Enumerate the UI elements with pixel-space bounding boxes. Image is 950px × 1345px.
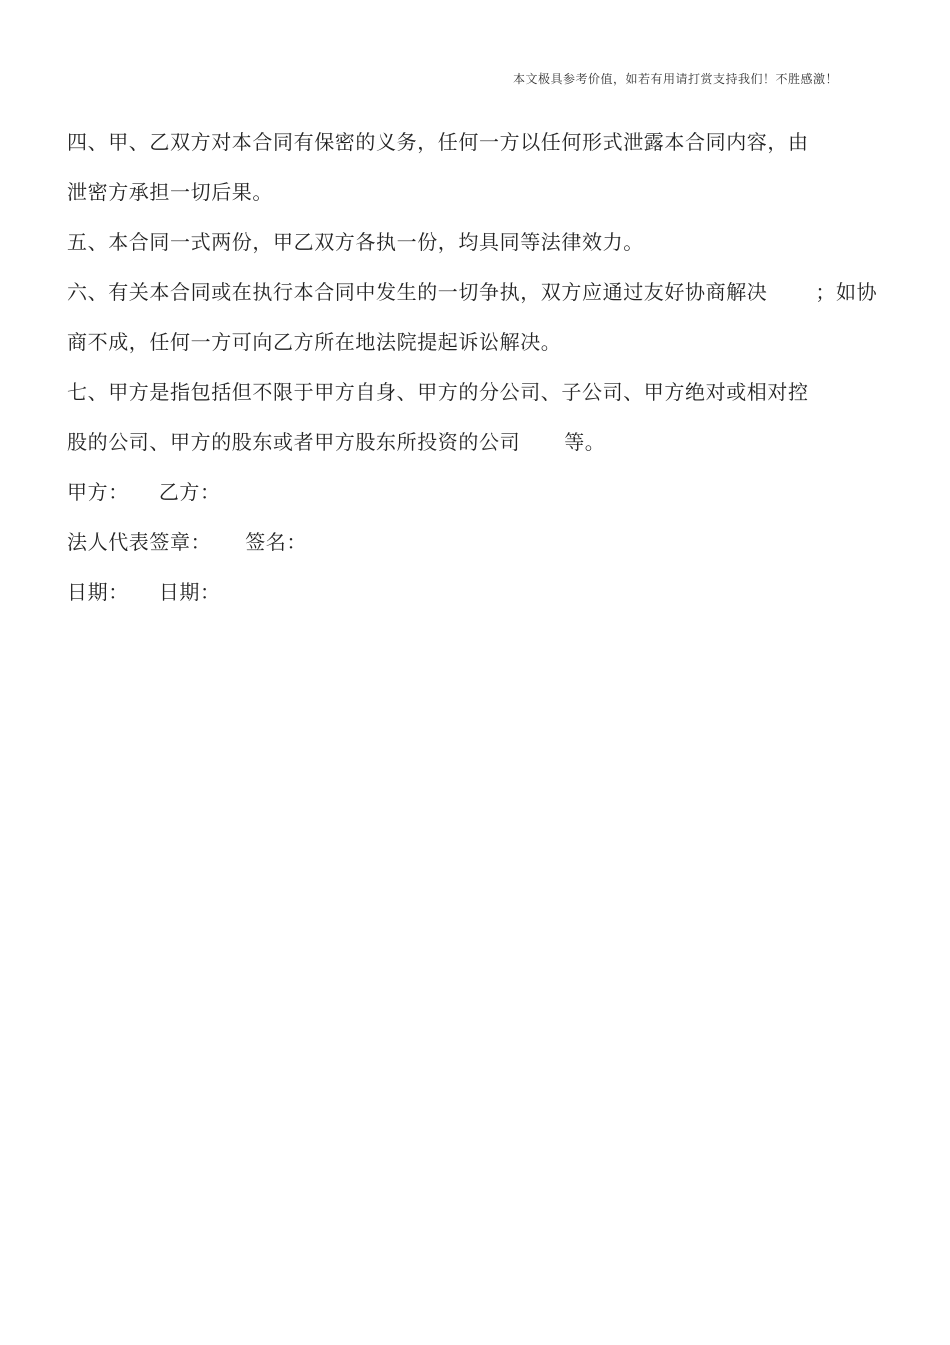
clause-four-line2: 泄密方承担一切后果。: [67, 180, 273, 204]
clause-six-line1-part-b: ；如协: [815, 280, 878, 304]
signature-date-row: [67, 580, 221, 604]
clause-six-line2: 商不成，任何一方可向乙方所在地法院提起诉讼解决。: [67, 330, 562, 354]
sign-label: 签名：: [245, 530, 308, 554]
clause-four-line1: 四、甲、乙双方对本合同有保密的义务，任何一方以任何形式泄露本合同内容，由: [67, 130, 809, 154]
signature-sign-row: [67, 530, 307, 554]
header-note: 本文极具参考价值，如若有用请打赏支持我们！不胜感激！: [512, 72, 838, 86]
date-a-label: 日期：: [67, 580, 129, 604]
clause-seven-line2: [67, 430, 605, 454]
clause-seven-line2-part-a: 股的公司、甲方的股东或者甲方股东所投资的公司: [67, 430, 521, 454]
party-b-label: 乙方：: [158, 480, 221, 504]
clause-six-line1-part-a: 六、有关本合同或在执行本合同中发生的一切争执，双方应通过友好协商解决: [67, 280, 768, 304]
party-a-label: 甲方：: [67, 480, 129, 504]
clause-five: 五、本合同一式两份，甲乙双方各执一份，均具同等法律效力。: [67, 230, 644, 254]
clause-seven-line2-part-b: 等。: [564, 430, 606, 454]
clause-six-line1: [67, 280, 877, 304]
legal-rep-label: 法人代表签章：: [67, 530, 212, 554]
signature-party-row: [67, 480, 221, 504]
clause-seven-line1: 七、甲方是指包括但不限于甲方自身、甲方的分公司、子公司、甲方绝对或相对控: [67, 380, 809, 404]
date-b-label: 日期：: [158, 580, 221, 604]
